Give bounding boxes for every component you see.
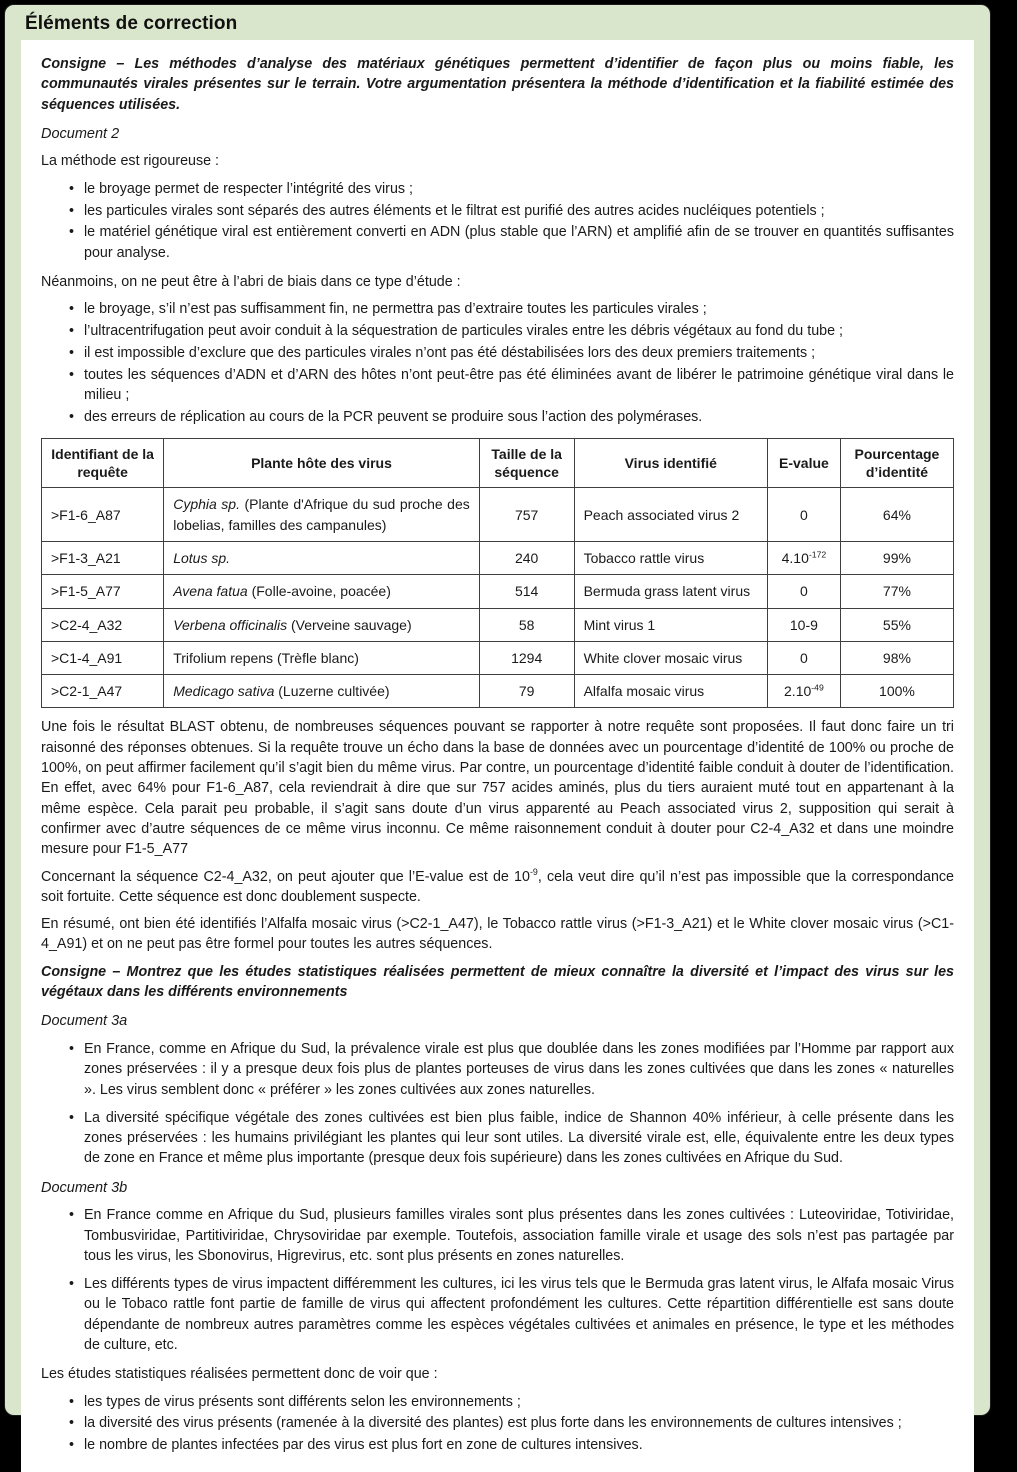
header-sequence-size: Taille de la séquence [479,439,574,488]
table-row [42,608,954,641]
cell-sequence-size: 757 [479,488,574,542]
correction-panel [4,4,991,1454]
doc3a-bullet: • La diversité spécifique végétale des zones cultivées est bien plus faible, indice de Shannon 40% inférieur, à celle présente dans les zones préservées : les humains privilégiant les plantes qui leur sont utiles. La diversité virale est, elle, équivalente entre les deux types de zone en France et même plus importante (presque deux fois supérieure) dans les zones cultivées en Afrique du Sud. [67,1108,954,1169]
doc3a-bullet-list [41,1039,954,1169]
conclusion-intro: Les études statistiques réalisées permettent donc de voir que : [41,1366,438,1383]
blast-results-table [41,438,954,708]
cell-host-plant [164,675,480,708]
host-species: Lotus sp. [173,550,231,566]
host-species: Cyphia sp. [173,496,240,513]
cell-sequence-size: 514 [479,575,574,608]
method-bullet: • le broyage permet de respecter l’intégrité des virus ; [67,179,954,199]
host-description: Trifolium repens (Trèfle blanc) [173,649,359,666]
conclusion-bullet: • les types de virus présents sont différents selon les environnements ; [67,1392,954,1412]
header-identity: Pourcentage d’identité [840,439,953,488]
cell-virus: Tobacco rattle virus [574,542,767,575]
host-description: (Plante d'Afrique du sud proche des lobelias, familles des campanules) [173,496,470,533]
table-row [42,542,954,575]
doc3b-bullet: • En France comme en Afrique du Sud, plusieurs familles virales sont plus présentes dans les zones cultivées : Luteoviridae, Totiviridae, Tombusviridae, Partitiviridae, Chrysoviridae par exemple. Toutefois, association famille virale et usage des sols n’est pas partagée par tous les virus, les Sbonovirus, Higrevirus, etc. sont plus présents en zones naturelles. [67,1205,954,1266]
document-2-label: Document 2 [41,125,120,142]
cell-sequence-size: 79 [479,675,574,708]
bias-intro: Néanmoins, on ne peut être à l’abri de biais dans ce type d’étude : [41,273,461,290]
blast-analysis-paragraph: Une fois le résultat BLAST obtenu, de nombreuses séquences pouvant se rapporter à notre requête sont proposées. Il faut donc faire un tri raisonné des réponses obtenues. Si la requête trouve un écho dans la base de données avec un pourcentage d’identité de 100% ou proche de 100%, on peut affirmer facilement qu’il s’agit bien du même virus. Par contre, un pourcentage d’identité faible conduit à douter de l’identification. En effet, avec 64% pour F1-6_A87, cela reviendrait à dire que sur 757 acides aminés, plus du tiers auraient muté tout en appartenant à la même espèce. Cela parait peu probable, il s’agit sans doute d’un virus apparenté au Peach associated virus 2, supposition qui serait à confirmer avec d’autre séquences de ce même virus inconnu. Ce même raisonnement conduit à douter pour C2-4_A32 et dans une moindre mesure pour F1-5_A77 [41,719,954,858]
table-row [42,641,954,674]
cell-query-id: >C2-4_A32 [42,608,164,641]
cell-identity: 77% [840,575,953,608]
content-card [21,40,974,1472]
conclusion-bullet: • la diversité des virus présents (ramenée à la diversité des plantes) est plus forte dans les environnements de cultures intensives ; [67,1413,954,1433]
conclusion-bullet: • le nombre de plantes infectées par des virus est plus fort en zone de cultures intensives. [67,1435,954,1455]
cell-identity: 98% [840,641,953,674]
table-header-row [42,439,954,488]
cell-virus: Peach associated virus 2 [574,488,767,542]
header-host-plant: Plante hôte des virus [164,439,480,488]
doc3b-bullet: • Les différents types de virus impactent différemment les cultures, ici les virus tels que le Bermuda gras latent virus, le Alfafa mosaic Virus ou le Tobaco rattle font partie de famille de virus qui affectent profondément les cultures. Cette répartition différentielle est sans doute dépendante de nombreux autres paramètres comme les espèces végétales cultivées et animales en présence, le type et les méthodes de culture, etc. [67,1274,954,1355]
cell-evalue: $4.10^{-172}$ [767,542,840,575]
document-3b-label: Document 3b [41,1179,128,1196]
host-species: Avena fatua [173,583,248,600]
host-description: (Folle-avoine, poacée) [247,583,391,600]
cell-host-plant [164,575,480,608]
evalue-exponent: -49 [811,682,824,693]
evalue-analysis-paragraph: Concernant la séquence C2-4_A32, on peut ajouter que l’E-value est de $10^{-9}$, cela veut dire qu’il n’est pas impossible que la correspondance soit fortuite. Cette séquence est donc doublement suspecte. [41,866,955,905]
cell-evalue: $2.10^{-49}$ [767,675,840,708]
cell-query-id: >C2-1_A47 [42,675,164,708]
cell-evalue: 0 [767,575,840,608]
cell-evalue: 0 [767,488,840,542]
host-description: (Verveine sauvage) [287,616,412,633]
host-species: Medicago sativa [173,683,275,700]
table-row [42,575,954,608]
conclusion-bullet-list [41,1392,954,1456]
document-3a-label: Document 3a [41,1013,128,1030]
method-bullet-list [41,179,954,263]
method-intro: La méthode est rigoureuse : [41,153,220,170]
cell-sequence-size: 1294 [479,641,574,674]
cell-host-plant [164,488,480,542]
consigne-2: Consigne – Montrez que les études statistiques réalisées permettent de mieux connaître la diversité et l’impact des virus sur les végétaux dans les différents environnements [41,963,954,1001]
bias-bullet: • l’ultracentrifugation peut avoir conduit à la séquestration de particules virales entre les débris végétaux au fond du tube ; [67,321,954,341]
cell-virus: Bermuda grass latent virus [574,575,767,608]
bias-bullet: • le broyage, s’il n’est pas suffisamment fin, ne permettra pas d’extraire toutes les particules virales ; [67,299,954,319]
method-bullet: • les particules virales sont séparés des autres éléments et le filtrat est purifié des autres acides nucléiques potentiels ; [67,201,954,221]
consigne-1: Consigne – Les méthodes d’analyse des matériaux génétiques permettent d’identifier de façon plus ou moins fiable, les communautés virales présentes sur le terrain. Votre argumentation présentera la méthode d’identification et la fiabilité estimée des séquences utilisées. [41,56,954,113]
header-evalue: E-value [767,439,840,488]
bias-bullet: • des erreurs de réplication au cours de la PCR peuvent se produire sous l’action des polymérases. [67,407,954,427]
cell-evalue: 0 [767,641,840,674]
table-row [42,488,954,542]
cell-virus: Mint virus 1 [574,608,767,641]
host-description: (Luzerne cultivée) [274,683,390,700]
cell-identity: 99% [840,542,953,575]
cell-virus: White clover mosaic virus [574,641,767,674]
cell-query-id: >F1-5_A77 [42,575,164,608]
bias-bullet: • toutes les séquences d’ADN et d’ARN des hôtes n’ont peut-être pas été éliminées avant de libérer le patrimoine génétique viral dans le milieu ; [67,365,954,406]
summary-paragraph: En résumé, ont bien été identifiés l’Alfalfa mosaic virus (>C2-1_A47), le Tobacco rattle virus (>F1-3_A21) et le White clover mosaic virus (>C1-4_A91) et on ne peut pas être formel pour toutes les autres séquences. [41,916,954,953]
table-row [42,675,954,708]
host-species: Verbena officinalis [173,616,288,633]
evalue-exponent: -172 [808,549,827,560]
cell-host-plant [164,608,480,641]
doc3a-bullet: • En France, comme en Afrique du Sud, la prévalence virale est plus que doublée dans les zones modifiées par l’Homme par rapport aux zones préservées : il y a presque deux fois plus de plantes porteuses de virus dans les zones cultivées que dans les zones « naturelles ». Les virus semblent donc « préférer » les zones cultivées aux zones naturelles. [67,1039,954,1100]
cell-evalue: 10-9 [767,608,840,641]
cell-sequence-size: 240 [479,542,574,575]
cell-identity: 55% [840,608,953,641]
doc3b-bullet-list [41,1205,954,1355]
cell-query-id: >F1-3_A21 [42,542,164,575]
cell-identity: 100% [840,675,953,708]
evalue-exponent: -9 [529,866,538,877]
cell-query-id: >C1-4_A91 [42,641,164,674]
header-virus: Virus identifié [574,439,767,488]
method-bullet: • le matériel génétique viral est entièrement converti en ADN (plus stable que l’ARN) et amplifié afin de se trouver en quantités suffisantes pour analyse. [67,222,954,263]
cell-host-plant [164,641,480,674]
page-title: Éléments de correction [25,13,238,34]
cell-identity: 64% [840,488,953,542]
cell-virus: Alfalfa mosaic virus [574,675,767,708]
cell-sequence-size: 58 [479,608,574,641]
cell-query-id: >F1-6_A87 [42,488,164,542]
bias-bullet: • il est impossible d’exclure que des particules virales n’ont pas été déstabilisées lors des deux premiers traitements ; [67,343,954,363]
header-query-id: Identifiant de la requête [42,439,164,488]
cell-host-plant [164,542,480,575]
bias-bullet-list [41,299,954,427]
